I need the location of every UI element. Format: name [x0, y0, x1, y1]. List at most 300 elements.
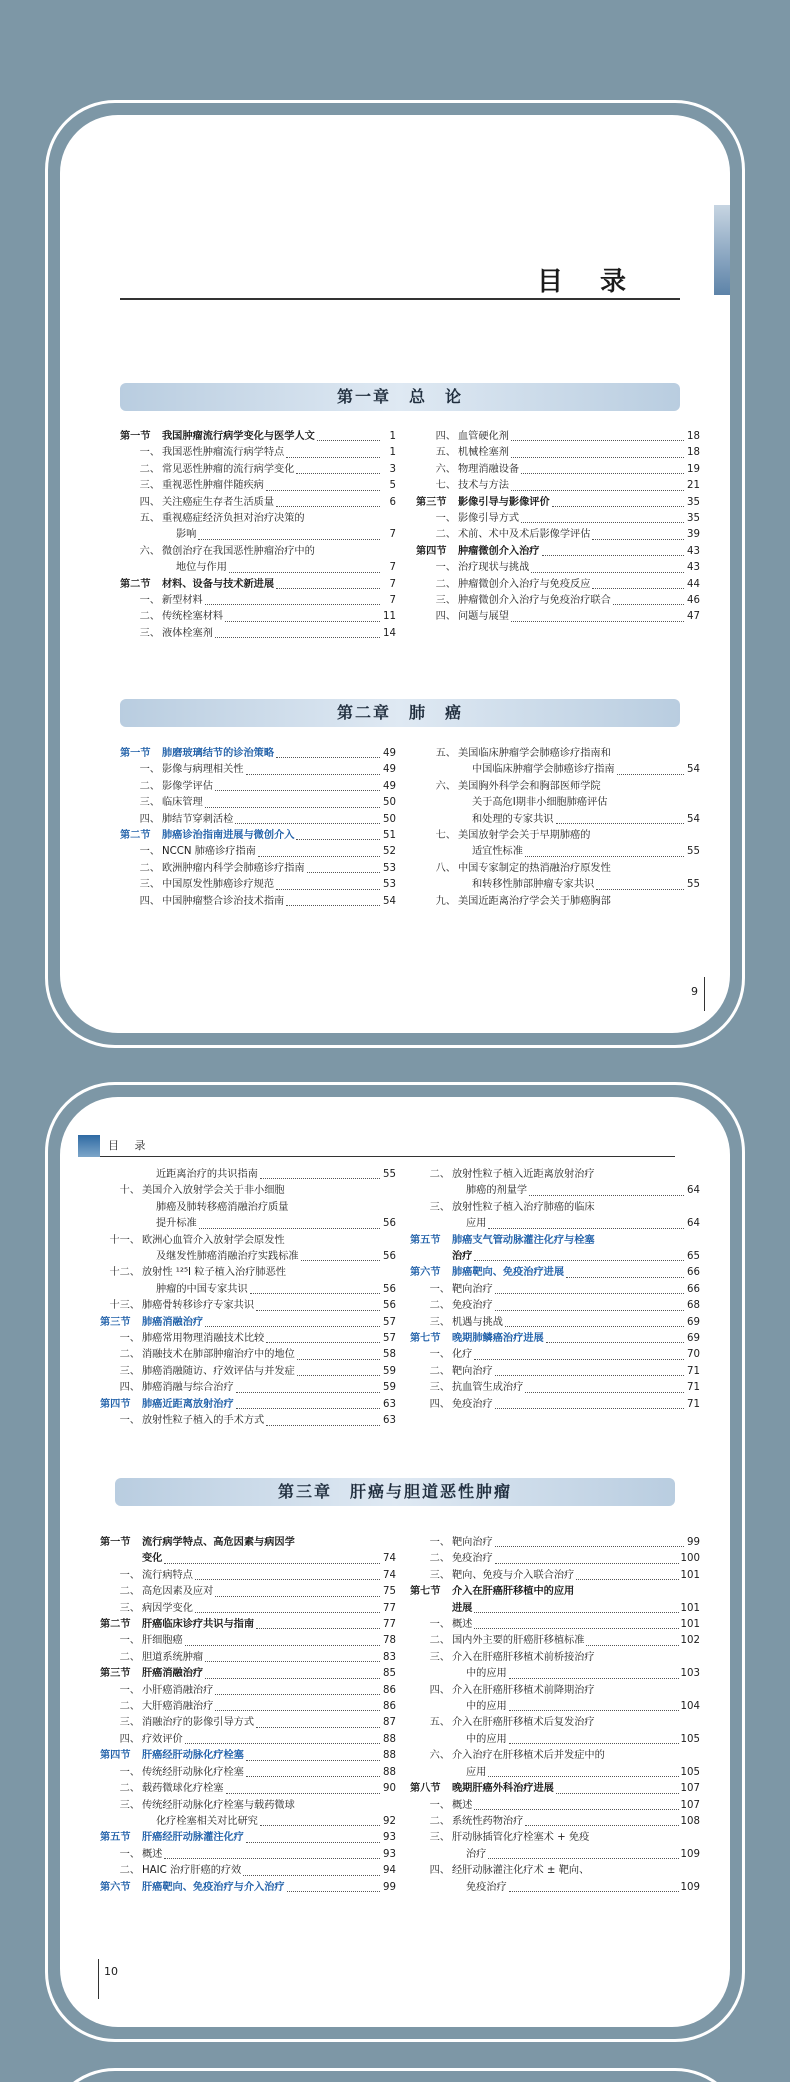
toc-leader-dots: [297, 1375, 380, 1376]
toc-entry-number: 六、: [139, 545, 160, 557]
toc-leader-dots: [215, 1694, 380, 1695]
chapter-1-title: 第一章 总 论: [336, 387, 463, 406]
toc-entry-text: 肺癌的剂量学: [466, 1185, 528, 1197]
toc-entry-text: 中的应用: [466, 1668, 507, 1680]
toc-entry-text: 靶向、免疫与介入联合治疗: [452, 1569, 575, 1581]
toc-entry-number: 四、: [429, 1684, 450, 1696]
toc-leader-dots: [246, 1842, 380, 1843]
toc-leader-dots: [260, 1825, 380, 1826]
toc-entry-number: 六、: [429, 1750, 450, 1762]
toc-section-entry: [100, 1617, 396, 1633]
toc-leader-dots: [509, 1678, 679, 1679]
toc-entry-text: 材料、设备与技术新进展: [162, 578, 275, 590]
toc-entry: [416, 795, 700, 811]
toc-leader-dots: [276, 588, 380, 589]
toc-entry-text: 介入在肝癌肝移植术后复发治疗: [452, 1717, 595, 1729]
toc-entry-page: 105: [680, 1766, 700, 1778]
top-right-column: [410, 1167, 700, 1413]
title-rule: [120, 298, 680, 300]
toc-entry-text: 肺癌消融与综合治疗: [142, 1382, 234, 1394]
toc-entry-page: 88: [383, 1766, 396, 1778]
toc-entry-text: 影像引导与影像评价: [458, 496, 550, 508]
toc-entry-number: 四、: [429, 1865, 450, 1877]
toc-entry-number: 二、: [119, 1783, 140, 1795]
toc-entry: [410, 1650, 700, 1666]
toc-entry-text: 我国肿瘤流行病学变化与医学人文: [162, 431, 315, 442]
toc-entry-page: 50: [383, 797, 396, 809]
toc-entry-number: 五、: [435, 748, 456, 759]
toc-entry: [120, 511, 396, 527]
toc-entry-page: 71: [687, 1382, 700, 1394]
toc-entry: [410, 1715, 700, 1731]
toc-entry-text: 肝癌临床诊疗共识与指南: [142, 1619, 255, 1631]
toc-entry: [410, 1364, 700, 1380]
toc-leader-dots: [246, 1760, 380, 1761]
toc-entry-page: 50: [383, 813, 396, 825]
toc-leader-dots: [488, 1776, 678, 1777]
toc-leader-dots: [287, 1891, 380, 1892]
toc-entry-page: 49: [383, 780, 396, 792]
toc-entry-page: 109: [680, 1881, 700, 1893]
toc-entry: [100, 1298, 396, 1314]
toc-entry-page: 43: [687, 562, 700, 574]
toc-entry-page: 63: [383, 1398, 396, 1410]
toc-entry: [120, 593, 396, 609]
toc-entry: [410, 1298, 700, 1314]
toc-entry-number: 一、: [139, 764, 160, 776]
toc-entry-text: 液体栓塞剂: [162, 627, 213, 639]
header-blue-box: [78, 1135, 100, 1157]
toc-section-entry: [416, 495, 700, 511]
toc-leader-dots: [556, 823, 685, 824]
toc-entry: [100, 1715, 396, 1731]
toc-section-entry: [100, 1535, 396, 1551]
toc-entry: [120, 812, 396, 828]
toc-entry-text: 美国临床肿瘤学会肺癌诊疗指南和: [458, 748, 611, 759]
toc-entry-number: 第七节: [410, 1586, 441, 1598]
toc-entry: [120, 495, 396, 511]
toc-entry-page: 74: [383, 1553, 396, 1565]
toc-leader-dots: [521, 522, 684, 523]
toc-entry-number: 二、: [435, 578, 456, 590]
toc-section-entry: [416, 544, 700, 560]
toc-section-entry: [100, 1830, 396, 1846]
toc-entry: [100, 1781, 396, 1797]
toc-leader-dots: [521, 473, 684, 474]
toc-entry-text: 靶向治疗: [452, 1283, 493, 1295]
toc-leader-dots: [256, 1727, 380, 1728]
toc-entry-text: 适宜性标准: [472, 846, 523, 858]
toc-entry-text: 概述: [452, 1799, 473, 1811]
toc-entry-text: 影像学评估: [162, 780, 213, 792]
toc-entry-number: 二、: [429, 1169, 450, 1180]
toc-entry-number: 三、: [139, 797, 160, 809]
toc-entry-text: 高危因素及应对: [142, 1586, 214, 1598]
toc-leader-dots: [164, 1563, 380, 1564]
toc-entry-text: 临床管理: [162, 797, 203, 809]
toc-leader-dots: [296, 473, 380, 474]
toc-entry-number: 二、: [429, 1553, 450, 1565]
toc-entry: [410, 1666, 700, 1682]
toc-entry-number: 第三节: [100, 1316, 131, 1328]
toc-entry: [120, 795, 396, 811]
toc-entry: [416, 577, 700, 593]
toc-leader-dots: [236, 1392, 380, 1393]
chapter-2-left-column: [120, 746, 396, 910]
toc-entry-page: 94: [383, 1865, 396, 1877]
toc-entry: [410, 1847, 700, 1863]
toc-entry-page: 90: [383, 1783, 396, 1795]
toc-entry: [100, 1551, 396, 1567]
toc-entry-page: 1: [389, 431, 396, 442]
toc-leader-dots: [556, 1793, 679, 1794]
toc-leader-dots: [199, 1228, 380, 1229]
toc-entry: [410, 1633, 700, 1649]
toc-entry-text: 概述: [452, 1619, 473, 1631]
toc-entry: [100, 1699, 396, 1715]
toc-entry: [120, 877, 396, 893]
toc-entry-number: 四、: [139, 813, 160, 825]
toc-leader-dots: [474, 1612, 678, 1613]
toc-entry-number: 第七节: [410, 1333, 441, 1345]
toc-section-entry: [410, 1233, 700, 1249]
toc-entry: [410, 1814, 700, 1830]
toc-entry: [410, 1183, 700, 1199]
toc-entry-number: 三、: [429, 1569, 450, 1581]
toc-entry-page: 93: [383, 1848, 396, 1860]
toc-entry: [410, 1167, 700, 1183]
toc-entry-page: 107: [680, 1783, 700, 1795]
toc-entry: [410, 1535, 700, 1551]
toc-entry-text: 化疗栓塞相关对比研究: [156, 1815, 258, 1827]
toc-entry-text: 消融治疗的影像引导方式: [142, 1717, 255, 1729]
toc-entry: [100, 1167, 396, 1183]
toc-entry-text: 肺癌骨转移诊疗专家共识: [142, 1300, 255, 1312]
toc-entry-number: 第三节: [100, 1668, 131, 1680]
toc-leader-dots: [529, 1195, 684, 1196]
toc-entry-text: 介入在肝癌肝移植中的应用: [452, 1586, 575, 1598]
toc-entry-number: 第二节: [120, 830, 151, 842]
toc-entry-text: 靶向治疗: [452, 1365, 493, 1377]
toc-entry-number: 一、: [429, 1537, 450, 1548]
toc-entry-page: 101: [680, 1619, 700, 1631]
toc-entry-page: 3: [389, 463, 396, 475]
toc-entry: [416, 828, 700, 844]
toc-entry: [416, 527, 700, 543]
toc-entry-text: 肝癌经肝动脉灌注化疗: [142, 1832, 244, 1844]
toc-entry-page: 104: [680, 1701, 700, 1713]
toc-entry-text: 靶向治疗: [452, 1537, 493, 1548]
toc-leader-dots: [474, 1359, 684, 1360]
toc-entry: [100, 1380, 396, 1396]
toc-leader-dots: [243, 1875, 380, 1876]
toc-section-entry: [120, 429, 396, 445]
toc-entry-text: 免疫治疗: [466, 1881, 507, 1893]
toc-entry-page: 21: [687, 480, 700, 492]
toc-entry-text: 常见恶性肿瘤的流行病学变化: [162, 463, 295, 475]
chapter-1-bar: [120, 383, 680, 411]
toc-entry: [416, 429, 700, 445]
toc-entry-text: 变化: [142, 1553, 163, 1565]
toc-entry-number: 一、: [139, 846, 160, 858]
toc-entry-page: 66: [687, 1267, 700, 1279]
toc-entry-text: 概述: [142, 1848, 163, 1860]
toc-entry-page: 109: [680, 1848, 700, 1860]
toc-leader-dots: [225, 621, 380, 622]
toc-entry-page: 99: [687, 1537, 700, 1548]
toc-entry-text: 肺癌消融随访、疗效评估与并发症: [142, 1365, 295, 1377]
toc-entry-page: 54: [687, 813, 700, 825]
toc-entry-page: 44: [687, 578, 700, 590]
toc-entry-page: 57: [383, 1333, 396, 1345]
toc-entry-number: 一、: [119, 1766, 140, 1778]
toc-section-entry: [410, 1265, 700, 1281]
chapter-2-right-column: [416, 746, 700, 910]
toc-entry-number: 一、: [429, 1619, 450, 1631]
toc-entry-number: 十三、: [109, 1300, 140, 1312]
toc-entry: [416, 844, 700, 860]
toc-entry-number: 六、: [435, 463, 456, 475]
toc-entry-number: 第二节: [100, 1619, 131, 1631]
toc-leader-dots: [215, 1710, 380, 1711]
toc-entry-text: 大肝癌消融治疗: [142, 1701, 214, 1713]
toc-leader-dots: [495, 1310, 684, 1311]
toc-entry-number: 十一、: [109, 1234, 140, 1246]
toc-entry-page: 11: [383, 611, 396, 623]
toc-leader-dots: [509, 1743, 679, 1744]
toc-page-9-card: [45, 100, 745, 1048]
toc-entry-text: 传统经肝动脉化疗栓塞: [142, 1766, 244, 1778]
toc-entry-number: 四、: [139, 496, 160, 508]
toc-entry-number: 一、: [139, 595, 160, 607]
toc-entry-number: 五、: [435, 447, 456, 459]
toc-entry-page: 47: [687, 611, 700, 623]
toc-entry: [100, 1265, 396, 1281]
toc-leader-dots: [617, 774, 684, 775]
toc-leader-dots: [215, 637, 380, 638]
toc-entry-page: 5: [389, 480, 396, 492]
toc-entry-page: 87: [383, 1717, 396, 1729]
toc-entry-number: 三、: [119, 1602, 140, 1614]
toc-entry: [416, 746, 700, 762]
toc-entry-number: 二、: [119, 1349, 140, 1361]
toc-leader-dots: [256, 1628, 380, 1629]
toc-entry-number: 三、: [429, 1651, 450, 1663]
toc-entry-number: 三、: [429, 1316, 450, 1328]
toc-entry-number: 二、: [429, 1300, 450, 1312]
decorative-blue-tab: [714, 205, 730, 295]
toc-entry: [416, 779, 700, 795]
toc-section-entry: [410, 1584, 700, 1600]
toc-entry-text: 中的应用: [466, 1701, 507, 1713]
toc-entry-page: 86: [383, 1701, 396, 1713]
toc-entry-page: 71: [687, 1398, 700, 1410]
toc-entry-page: 7: [389, 578, 396, 590]
toc-leader-dots: [531, 572, 684, 573]
toc-entry-number: 第六节: [410, 1267, 441, 1279]
toc-entry-text: 欧洲心血管介入放射学会原发性: [142, 1234, 285, 1246]
toc-leader-dots: [198, 539, 380, 540]
toc-entry-text: 影像引导方式: [458, 513, 520, 525]
toc-entry-number: 二、: [429, 1635, 450, 1647]
toc-entry-text: 治疗: [466, 1848, 487, 1860]
toc-entry-text: 中国原发性肺癌诊疗规范: [162, 879, 275, 891]
toc-section-entry: [100, 1397, 396, 1413]
toc-entry-number: 三、: [429, 1832, 450, 1844]
toc-entry-text: 关于高危Ⅰ期非小细胞肺癌评估: [472, 797, 608, 809]
toc-leader-dots: [307, 872, 380, 873]
toc-entry-number: 第一节: [120, 431, 151, 442]
toc-entry-text: 美国近距离治疗学会关于肺癌胸部: [458, 895, 611, 907]
toc-entry-text: 经肝动脉灌注化疗术 ± 靶向、: [452, 1865, 590, 1877]
toc-leader-dots: [511, 490, 684, 491]
toc-entry-number: 七、: [435, 480, 456, 492]
toc-entry: [100, 1732, 396, 1748]
toc-entry-page: 69: [687, 1333, 700, 1345]
toc-leader-dots: [266, 1342, 380, 1343]
toc-entry-page: 53: [383, 862, 396, 874]
toc-entry-page: 7: [389, 562, 396, 574]
toc-entry: [410, 1765, 700, 1781]
toc-entry-page: 63: [383, 1415, 396, 1427]
toc-entry-page: 107: [680, 1799, 700, 1811]
chapter-1-left-column: [120, 429, 396, 642]
toc-entry-text: 提升标准: [156, 1218, 197, 1230]
toc-section-entry: [410, 1781, 700, 1797]
toc-entry-page: 99: [383, 1881, 396, 1893]
toc-entry-text: 胆道系统肿瘤: [142, 1651, 204, 1663]
toc-entry-number: 一、: [119, 1569, 140, 1581]
toc-entry-number: 二、: [119, 1865, 140, 1877]
toc-leader-dots: [552, 506, 684, 507]
toc-entry: [100, 1249, 396, 1265]
toc-entry: [410, 1347, 700, 1363]
toc-entry-number: 三、: [429, 1382, 450, 1394]
toc-entry-page: 101: [680, 1569, 700, 1581]
toc-entry-number: 八、: [435, 862, 456, 874]
toc-section-entry: [100, 1880, 396, 1896]
toc-entry-number: 第一节: [120, 748, 151, 759]
toc-entry-number: 第八节: [410, 1783, 441, 1795]
toc-entry-number: 一、: [119, 1635, 140, 1647]
toc-entry-page: 68: [687, 1300, 700, 1312]
toc-entry-number: 第一节: [100, 1537, 131, 1548]
toc-entry-text: 抗血管生成治疗: [452, 1382, 524, 1394]
toc-entry-text: 肺癌诊治指南进展与微创介入: [162, 830, 295, 842]
toc-entry-text: 物理消融设备: [458, 463, 520, 475]
toc-entry-number: 一、: [139, 447, 160, 459]
toc-entry-number: 三、: [429, 1201, 450, 1213]
toc-entry-text: 晚期肝癌外科治疗进展: [452, 1783, 554, 1795]
toc-leader-dots: [205, 1661, 380, 1662]
toc-entry-text: 美国介入放射学会关于非小细胞: [142, 1185, 285, 1197]
toc-entry: [100, 1183, 396, 1199]
toc-leader-dots: [205, 807, 380, 808]
toc-entry-text: 进展: [452, 1602, 473, 1614]
toc-leader-dots: [495, 1408, 684, 1409]
page-number-rule: [98, 1959, 99, 1999]
toc-entry-number: 一、: [435, 562, 456, 574]
toc-entry-page: 66: [687, 1283, 700, 1295]
toc-entry-text: 美国放射学会关于早期肺癌的: [458, 830, 591, 842]
toc-entry: [416, 445, 700, 461]
toc-entry-page: 101: [680, 1602, 700, 1614]
toc-entry: [100, 1798, 396, 1814]
toc-leader-dots: [474, 1260, 684, 1261]
toc-entry-page: 53: [383, 879, 396, 891]
toc-entry: [120, 762, 396, 778]
toc-entry-text: 传统栓塞材料: [162, 611, 224, 623]
toc-entry-page: 71: [687, 1365, 700, 1377]
toc-entry: [410, 1380, 700, 1396]
toc-entry-text: 肝癌靶向、免疫治疗与介入治疗: [142, 1881, 285, 1893]
toc-entry-number: 四、: [119, 1733, 140, 1745]
toc-entry: [120, 609, 396, 625]
toc-leader-dots: [509, 1891, 679, 1892]
toc-entry-number: 四、: [119, 1382, 140, 1394]
toc-entry-number: 十二、: [109, 1267, 140, 1279]
toc-entry-text: 重视恶性肿瘤伴随疾病: [162, 480, 264, 492]
toc-leader-dots: [546, 1342, 684, 1343]
toc-entry-number: 第三节: [416, 496, 447, 508]
toc-entry-page: 64: [687, 1185, 700, 1197]
toc-entry: [410, 1601, 700, 1617]
toc-entry-number: 第五节: [100, 1832, 131, 1844]
toc-entry-number: 第六节: [100, 1881, 131, 1893]
toc-entry-text: 介入治疗在肝移植术后并发症中的: [452, 1750, 605, 1762]
toc-entry-text: 介入在肝癌肝移植术前桥接治疗: [452, 1651, 595, 1663]
toc-leader-dots: [276, 506, 380, 507]
toc-leader-dots: [613, 604, 684, 605]
toc-entry-text: 免疫治疗: [452, 1300, 493, 1312]
toc-leader-dots: [509, 1710, 679, 1711]
toc-leader-dots: [286, 457, 380, 458]
toc-entry: [410, 1551, 700, 1567]
toc-entry-number: 一、: [435, 513, 456, 525]
toc-entry-page: 77: [383, 1602, 396, 1614]
toc-entry: [100, 1364, 396, 1380]
toc-entry: [120, 779, 396, 795]
toc-entry-text: 肺癌靶向、免疫治疗进展: [452, 1267, 565, 1279]
toc-entry: [100, 1233, 396, 1249]
toc-entry-number: 三、: [435, 595, 456, 607]
toc-entry: [410, 1249, 700, 1265]
toc-leader-dots: [525, 1392, 684, 1393]
toc-entry-number: 七、: [435, 830, 456, 842]
toc-entry-text: 肺癌支气管动脉灌注化疗与栓塞: [452, 1234, 595, 1246]
toc-entry-page: 49: [383, 748, 396, 759]
toc-entry-number: 第四节: [100, 1750, 131, 1762]
top-left-column: [100, 1167, 396, 1430]
toc-entry-page: 7: [389, 595, 396, 607]
toc-entry-number: 五、: [139, 513, 160, 525]
toc-entry-text: 介入在肝癌肝移植术前降期治疗: [452, 1684, 595, 1696]
toc-entry-page: 7: [389, 529, 396, 541]
toc-entry-page: 56: [383, 1283, 396, 1295]
toc-entry-number: 三、: [139, 879, 160, 891]
toc-entry: [410, 1830, 700, 1846]
toc-entry: [410, 1282, 700, 1298]
toc-entry-text: 影像与病理相关性: [162, 764, 244, 776]
toc-entry: [416, 762, 700, 778]
toc-entry-page: 78: [383, 1635, 396, 1647]
toc-entry: [410, 1863, 700, 1879]
toc-entry-text: 中的应用: [466, 1733, 507, 1745]
toc-entry-text: 和处理的专家共识: [472, 813, 554, 825]
toc-section-entry: [120, 746, 396, 762]
toc-leader-dots: [317, 440, 380, 441]
toc-entry-text: 中国专家制定的热消融治疗原发性: [458, 862, 611, 874]
